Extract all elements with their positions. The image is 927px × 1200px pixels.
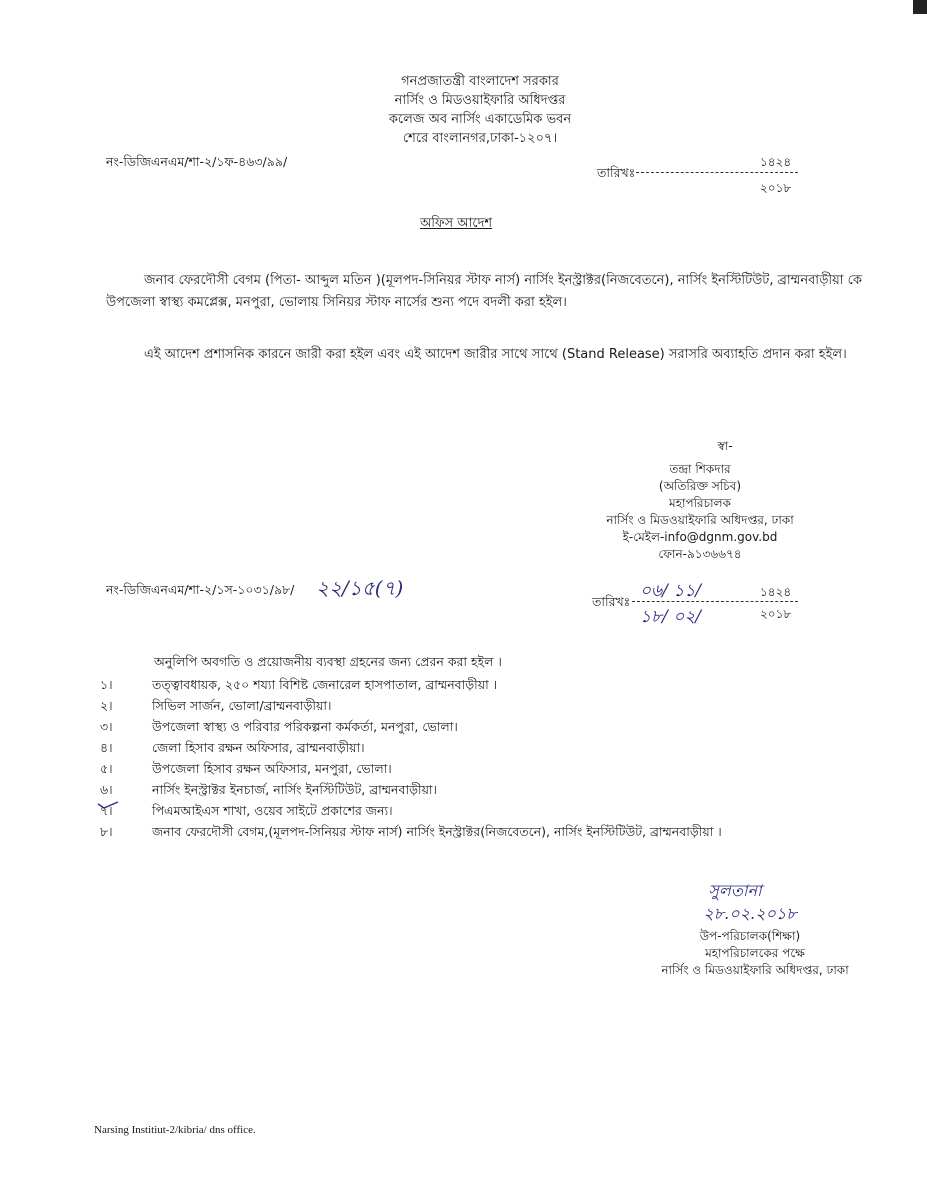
list-item-text: সিভিল সার্জন, ভোলা/ব্রাম্মনবাড়ীয়া। <box>152 698 332 713</box>
signatory-designation: মহাপরিচালক <box>669 496 731 510</box>
list-item <box>100 779 722 800</box>
order-paragraph-1: জনাব ফেরদৌসী বেগম (পিতা- আব্দুল মতিন )(মূলপদ-সিনিয়র স্টাফ নার্স) নার্সিং ইনস্ট্রাক্টর(নিজবেতনে), নার্সিং ইনস্টিটিউট, ব্রাম্মনবাড়ীয়া কে উপজেলা স্বাস্থ্য কমপ্লেক্স, মনপুরা, ভোলায় সিনিয়র স্টাফ নার্সের শুন্য পদে বদলী করা হইল। <box>106 273 863 310</box>
scan-corner-mark <box>913 0 927 14</box>
handwritten-date-english: ১৮/ ০২/ <box>640 607 702 627</box>
list-item <box>100 695 722 716</box>
signatory-email: ই-মেইল-info@dgnm.gov.bd <box>622 530 778 544</box>
copy-distribution-list <box>100 674 722 842</box>
letterhead-line-3: কলেজ অব নার্সিং একাডেমিক ভবন <box>388 112 572 127</box>
copy-date-english-year: ২০১৮ <box>760 607 792 621</box>
list-item <box>100 737 722 758</box>
list-item-number: ৭। <box>100 803 113 818</box>
date-english-year: ২০১৮ <box>760 181 792 195</box>
date-label: তারিখঃ <box>597 165 636 180</box>
list-item-text: নার্সিং ইনস্ট্রাক্টর ইনচার্জ, নার্সিং ইনস্টিটিউট, ব্রাম্মনবাড়ীয়া। <box>152 782 438 797</box>
list-item-number: ৬। <box>100 782 113 797</box>
handwritten-memo-number: ২২/১৫(৭) <box>316 576 404 600</box>
deputy-designation: উপ-পরিচালক(শিক্ষা) <box>699 929 801 943</box>
list-item <box>100 821 722 842</box>
list-item <box>100 758 722 779</box>
list-item-text: তত্ত্বাবধায়ক, ২৫০ শয্যা বিশিষ্ট জেনারেল হাসপাতাল, ব্রাম্মনবাড়ীয়া । <box>152 677 498 692</box>
handwritten-tick-icon <box>96 800 120 814</box>
memo-number: নং-ডিজিএনএম/শা-২/১ফ-৪৬৩/৯৯/ <box>106 154 288 169</box>
handwritten-signature: সুলতানা <box>708 881 762 900</box>
signatory-phone: ফোন-৯১৩৬৬৭৪ <box>658 547 742 561</box>
letterhead-line-2: নার্সিং ও মিডওয়াইফারি অধিদপ্তর <box>394 93 566 108</box>
list-item-number: ১। <box>100 677 113 692</box>
handwritten-date-bangla: ০৬/ ১১/ <box>640 581 702 601</box>
list-item-text: জনাব ফেরদৌসী বেগম,(মূলপদ-সিনিয়র স্টাফ নার্স) নার্সিং ইনস্ট্রাক্টর(নিজবেতনে), নার্সিং ইনস্টিটিউট, ব্রাম্মনবাড়ীয়া । <box>152 824 722 839</box>
list-item-text: উপজেলা স্বাস্থ্য ও পরিবার পরিকল্পনা কর্মকর্তা, মনপুরা, ভোলা। <box>152 719 458 734</box>
handwritten-signature-date: ২৮.০২.২০১৮ <box>703 904 797 923</box>
final-signature-block <box>600 878 860 979</box>
copy-memo-number: নং-ডিজিএনএম/শা-২/১স-১০৩১/৯৮/ <box>106 582 295 597</box>
list-item-number: ৩। <box>100 719 113 734</box>
copy-distribution-intro: অনুলিপি অবগতি ও প্রয়োজনীয় ব্যবস্থা গ্রহনের জন্য প্রেরন করা হইল । <box>154 654 502 669</box>
signatory-name: তন্দ্রা শিকদার <box>669 462 731 476</box>
sign-mark: স্বা- <box>717 439 733 453</box>
signatory-rank: (অতিরিক্ত সচিব) <box>658 479 742 493</box>
list-item-text: জেলা হিসাব রক্ষন অফিসার, ব্রাম্মনবাড়ীয়া। <box>152 740 365 755</box>
on-behalf-line: মহাপরিচালকের পক্ষে <box>705 946 805 960</box>
footer-note: Narsing Institiut-2/kibria/ dns office. <box>94 1124 256 1136</box>
list-item-number: ৮। <box>100 824 113 839</box>
order-paragraph-2: এই আদেশ প্রশাসনিক কারনে জারী করা হইল এবং এই আদেশ জারীর সাথে সাথে (Stand Release) সরাসরি অব্যাহতি প্রদান করা হইল। <box>144 347 847 362</box>
list-item <box>100 674 722 695</box>
document-title: অফিস আদেশ <box>420 216 493 231</box>
final-office: নার্সিং ও মিডওয়াইফারি অধিদপ্তর, ঢাকা <box>661 963 849 977</box>
list-item-number: ৫। <box>100 761 113 776</box>
copy-date-label: তারিখঃ <box>592 594 631 609</box>
copy-date-dashed-line <box>632 601 798 602</box>
signature-block <box>560 438 840 563</box>
letterhead-line-1: গনপ্রজাতন্ত্রী বাংলাদেশ সরকার <box>401 74 559 89</box>
list-item <box>100 716 722 737</box>
list-item-text: পিএমআইএস শাখা, ওয়েব সাইটে প্রকাশের জন্য। <box>152 803 393 818</box>
date-bangla-year: ১৪২৪ <box>760 155 792 169</box>
date-dashed-line <box>636 172 798 173</box>
list-item-text: উপজেলা হিসাব রক্ষন অফিসার, মনপুরা, ভোলা। <box>152 761 392 776</box>
signatory-office: নার্সিং ও মিডওয়াইফারি অধিদপ্তর, ঢাকা <box>606 513 794 527</box>
copy-date-bangla-year: ১৪২৪ <box>760 585 792 599</box>
list-item-number: ২। <box>100 698 113 713</box>
letterhead-line-4: শেরে বাংলানগর,ঢাকা-১২০৭। <box>402 131 558 146</box>
list-item-number: ৪। <box>100 740 113 755</box>
list-item <box>100 800 722 821</box>
letterhead <box>0 72 927 148</box>
